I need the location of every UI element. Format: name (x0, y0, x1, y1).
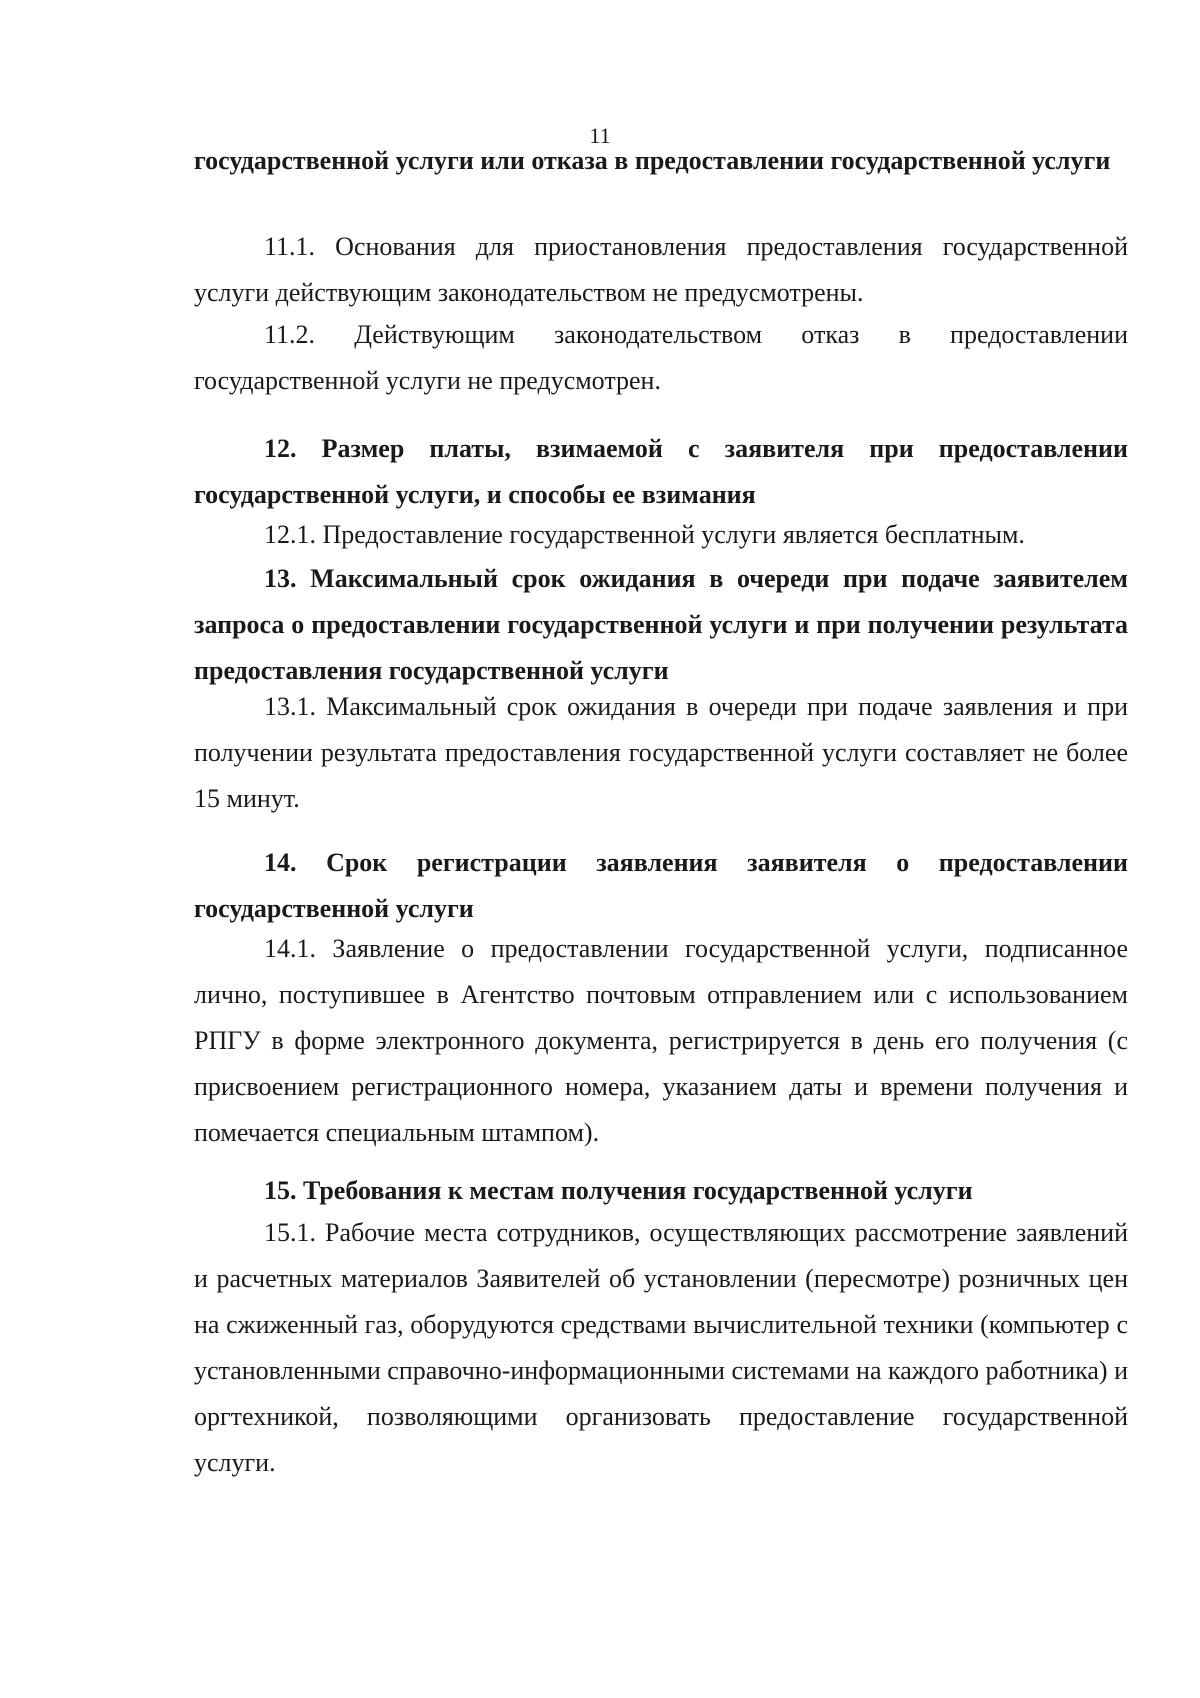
page-number: 11 (589, 123, 611, 148)
paragraph-11-1: 11.1. Основания для приостановления предоставления государственной услуги действующим законодательством не предусмотрены. (194, 232, 1128, 307)
paragraph-12-1: 12.1. Предоставление государственной услуги является бесплатным. (264, 520, 1025, 549)
paragraph-14-1: 14.1. Заявление о предоставлении государственной услуги, подписанное лично, поступившее в Агентство почтовым отправлением или с использованием РПГУ в форме электронного документа, регистрируется в день его получения (с присвоением регистрационного номера, указанием даты и времени получения и помечается специальным штампом). (194, 934, 1128, 1147)
section-11-heading-continuation: государственной услуги или отказа в предоставлении государственной услуги (194, 146, 1111, 175)
paragraph-15-1: 15.1. Рабочие места сотрудников, осуществляющих рассмотрение заявлений и расчетных материалов Заявителей об установлении (пересмотре) розничных цен на сжиженный газ, оборудуются средствами вычислительной техники (компьютер с установленными справочно-информационными системами на каждого работника) и оргтехникой, позволяющими организовать предоставление государственной услуги. (194, 1218, 1128, 1477)
section-15-heading: 15. Требования к местам получения государственной услуги (264, 1176, 973, 1205)
paragraph-11-2: 11.2. Действующим законодательством отказ в предоставлении государственной услуги не предусмотрен. (194, 320, 1128, 395)
section-12-heading: 12. Размер платы, взимаемой с заявителя при предоставлении государственной услуги, и способы ее взимания (194, 434, 1128, 509)
section-14-heading: 14. Срок регистрации заявления заявителя о предоставлении государственной услуги (194, 848, 1128, 923)
paragraph-13-1: 13.1. Максимальный срок ожидания в очереди при подаче заявления и при получении результата предоставления государственной услуги составляет не более 15 минут. (194, 692, 1128, 813)
section-13-heading: 13. Максимальный срок ожидания в очереди при подаче заявителем запроса о предоставлении государственной услуги и при получении результата предоставления государственной услуги (194, 564, 1128, 685)
